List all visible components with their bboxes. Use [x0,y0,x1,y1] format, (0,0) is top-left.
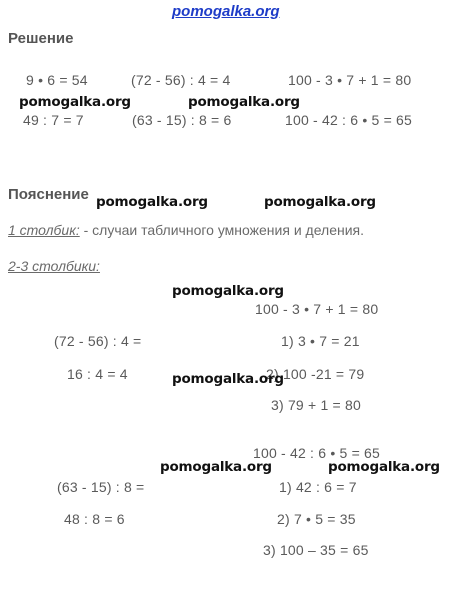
step-expr: 48 : 8 = 6 [64,511,125,527]
step-expr: 2) 100 -21 = 79 [266,366,365,382]
watermark: pomogalka.org [264,194,376,210]
solution-expr: 100 - 3 • 7 + 1 = 80 [288,72,412,88]
site-link[interactable]: pomogalka.org [172,3,280,20]
step-expr: 1) 3 • 7 = 21 [281,333,360,349]
watermark: pomogalka.org [19,94,131,110]
column1-text: - случаи табличного умножения и деления. [79,222,365,238]
solution-expr: (63 - 15) : 8 = 6 [132,112,232,128]
column1-note [8,222,364,240]
step-expr: 3) 79 + 1 = 80 [271,397,361,413]
watermark: pomogalka.org [172,371,284,387]
step-expr: (72 - 56) : 4 = [54,333,142,349]
step-expr: 100 - 42 : 6 • 5 = 65 [253,445,381,461]
step-expr: 2) 7 • 5 = 35 [277,511,356,527]
solution-expr: 100 - 42 : 6 • 5 = 65 [285,112,413,128]
solution-heading: Решение [8,30,74,47]
solution-expr: (72 - 56) : 4 = 4 [131,72,231,88]
watermark: pomogalka.org [96,194,208,210]
column23-label: 2-3 столбики: [8,258,100,274]
step-expr: (63 - 15) : 8 = [57,479,145,495]
watermark: pomogalka.org [172,283,284,299]
step-expr: 3) 100 – 35 = 65 [263,542,369,558]
step-expr: 16 : 4 = 4 [67,366,128,382]
watermark: pomogalka.org [328,459,440,475]
explanation-heading: Пояснение [8,186,89,203]
column1-label: 1 столбик: [8,222,80,238]
step-expr: 100 - 3 • 7 + 1 = 80 [255,301,379,317]
step-expr: 1) 42 : 6 = 7 [279,479,357,495]
watermark: pomogalka.org [160,459,272,475]
solution-expr: 9 • 6 = 54 [26,72,88,88]
solution-expr: 49 : 7 = 7 [23,112,84,128]
watermark: pomogalka.org [188,94,300,110]
